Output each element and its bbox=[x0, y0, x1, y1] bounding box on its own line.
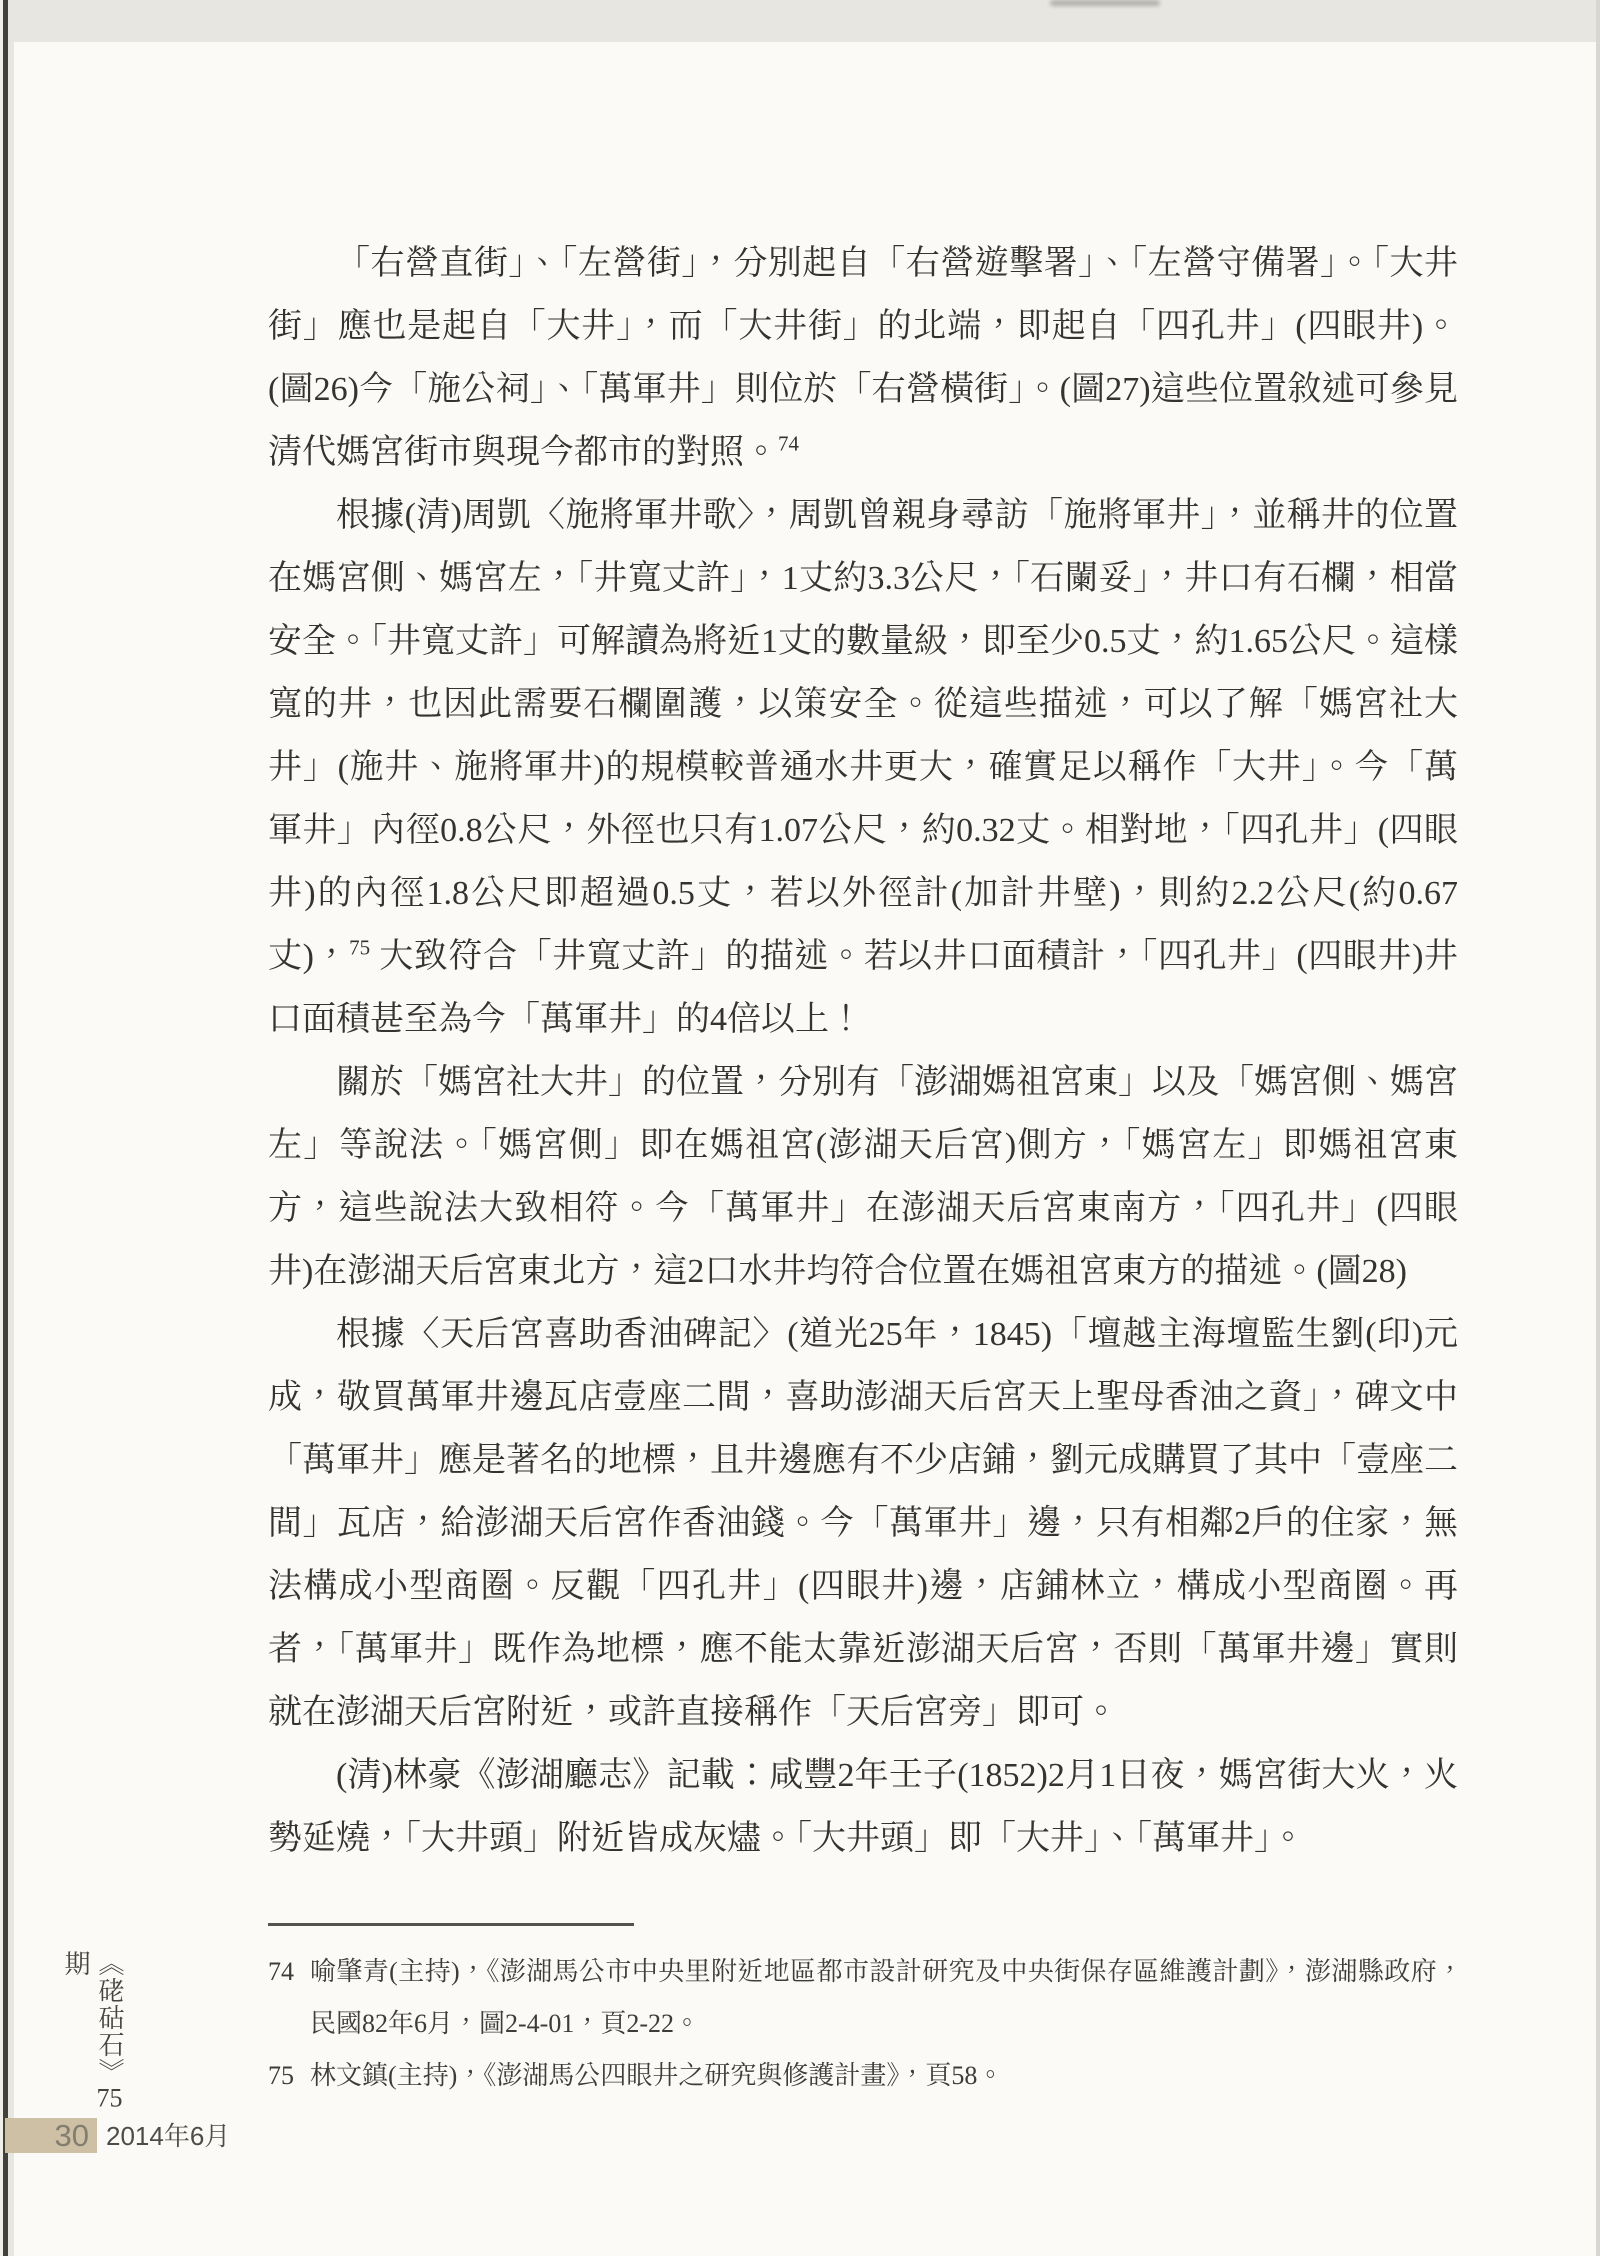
footnote-separator-rule bbox=[268, 1923, 634, 1926]
issue-date: 2014年6月 bbox=[106, 2121, 231, 2151]
page-number-badge: 30 bbox=[5, 2118, 97, 2153]
scan-top-edge-band bbox=[0, 0, 1600, 42]
journal-issue-suffix: 期 bbox=[61, 1950, 90, 1977]
paragraph-5-text: (清)林豪《澎湖廳志》記載：咸豐2年壬子(1852)2月1日夜，媽宮街大火，火勢延燒，「大井頭」附近皆成灰燼。「大井頭」即「大井」、「萬軍井」。 bbox=[268, 1757, 1458, 1857]
journal-title-vertical bbox=[58, 1950, 126, 2130]
paragraph-1-text: 「右營直街」、「左營街」，分別起自「右營遊擊署」、「左營守備署」。「大井街」應也是起自「大井」，而「大井街」的北端，即起自「四孔井」(四眼井)。(圖26)今「施公祠」、「萬軍井」則位於「右營橫街」。(圖27)這些位置敘述可參見清代媽宮街市與現今都市的對照。 bbox=[268, 245, 1458, 471]
footnote-74-number: 74 bbox=[268, 1957, 294, 1986]
paragraph-3-text: 關於「媽宮社大井」的位置，分別有「澎湖媽祖宮東」以及「媽宮側、媽宮左」等說法。「媽宮側」即在媽祖宮(澎湖天后宮)側方，「媽宮左」即媽祖宮東方，這些說法大致相符。今「萬軍井」在澎湖天后宮東南方，「四孔井」(四眼井)在澎湖天后宮東北方，這2口水井均符合位置在媽祖宮東方的描述。(圖28) bbox=[268, 1064, 1458, 1290]
paragraph-4-text: 根據〈天后宮喜助香油碑記〉(道光25年，1845)「壇越主海壇監生劉(印)元成，敬買萬軍井邊瓦店壹座二間，喜助澎湖天后宮天上聖母香油之資」，碑文中「萬軍井」應是著名的地標，且井邊應有不少店鋪，劉元成購買了其中「壹座二間」瓦店，給澎湖天后宮作香油錢。今「萬軍井」邊，只有相鄰2戶的住家，無法構成小型商圈。反觀「四孔井」(四眼井)邊，店鋪林立，構成小型商圈。再者，「萬軍井」既作為地標，應不能太靠近澎湖天后宮，否則「萬軍井邊」實則就在澎湖天后宮附近，或許直接稱作「天后宮旁」即可。 bbox=[268, 1316, 1458, 1731]
footnote-ref-74: 74 bbox=[778, 431, 799, 456]
footnote-75-number: 75 bbox=[268, 2061, 294, 2090]
journal-name: 《硓𥑮石》 bbox=[95, 1950, 124, 2085]
paragraph-2 bbox=[268, 484, 1458, 1051]
paragraph-2-text-a: 根據(清)周凱〈施將軍井歌〉，周凱曾親身尋訪「施將軍井」，並稱井的位置在媽宮側、媽宮左，「井寬丈許」，1丈約3.3公尺，「石闌妥」，井口有石欄，相當安全。「井寬丈許」可解讀為將近1丈的數量級，即至少0.5丈，約1.65公尺。這樣寬的井，也因此需要石欄圍護，以策安全。從這些描述，可以了解「媽宮社大井」(施井、施將軍井)的規模較普通水井更大，確實足以稱作「大井」。今「萬軍井」內徑0.8公尺，外徑也只有1.07公尺，約0.32丈。相對地，「四孔井」(四眼井)的內徑1.8公尺即超過0.5丈，若以外徑計(加計井壁)，則約2.2公尺(約0.67丈)， bbox=[268, 497, 1458, 975]
paragraph-3 bbox=[268, 1051, 1458, 1303]
page-spine-highlight bbox=[8, 0, 14, 2256]
body-text-block bbox=[268, 232, 1458, 1870]
page-right-edge bbox=[1596, 0, 1600, 2256]
footnote-75-text: 林文鎮(主持)，《澎湖馬公四眼井之研究與修護計畫》，頁58。 bbox=[310, 2061, 1004, 2090]
journal-issue-number: 75 bbox=[96, 2085, 123, 2111]
footnotes-block bbox=[268, 1946, 1463, 2102]
footnote-74-text: 喻肇青(主持)，《澎湖馬公市中央里附近地區都市設計研究及中央街保存區維護計劃》，澎湖縣政府，民國82年6月，圖2-4-01，頁2-22。 bbox=[310, 1957, 1463, 2038]
footnote-ref-75: 75 bbox=[349, 935, 371, 960]
scan-smudge bbox=[1050, 0, 1160, 6]
paragraph-5 bbox=[268, 1744, 1458, 1870]
paragraph-2-text-b: 大致符合「井寬丈許」的描述。若以井口面積計，「四孔井」(四眼井)井口面積甚至為今「萬軍井」的4倍以上！ bbox=[268, 938, 1458, 1038]
paragraph-1 bbox=[268, 232, 1458, 484]
paragraph-4 bbox=[268, 1303, 1458, 1744]
footnote-75 bbox=[268, 2050, 1463, 2102]
footnote-74 bbox=[268, 1946, 1463, 2050]
